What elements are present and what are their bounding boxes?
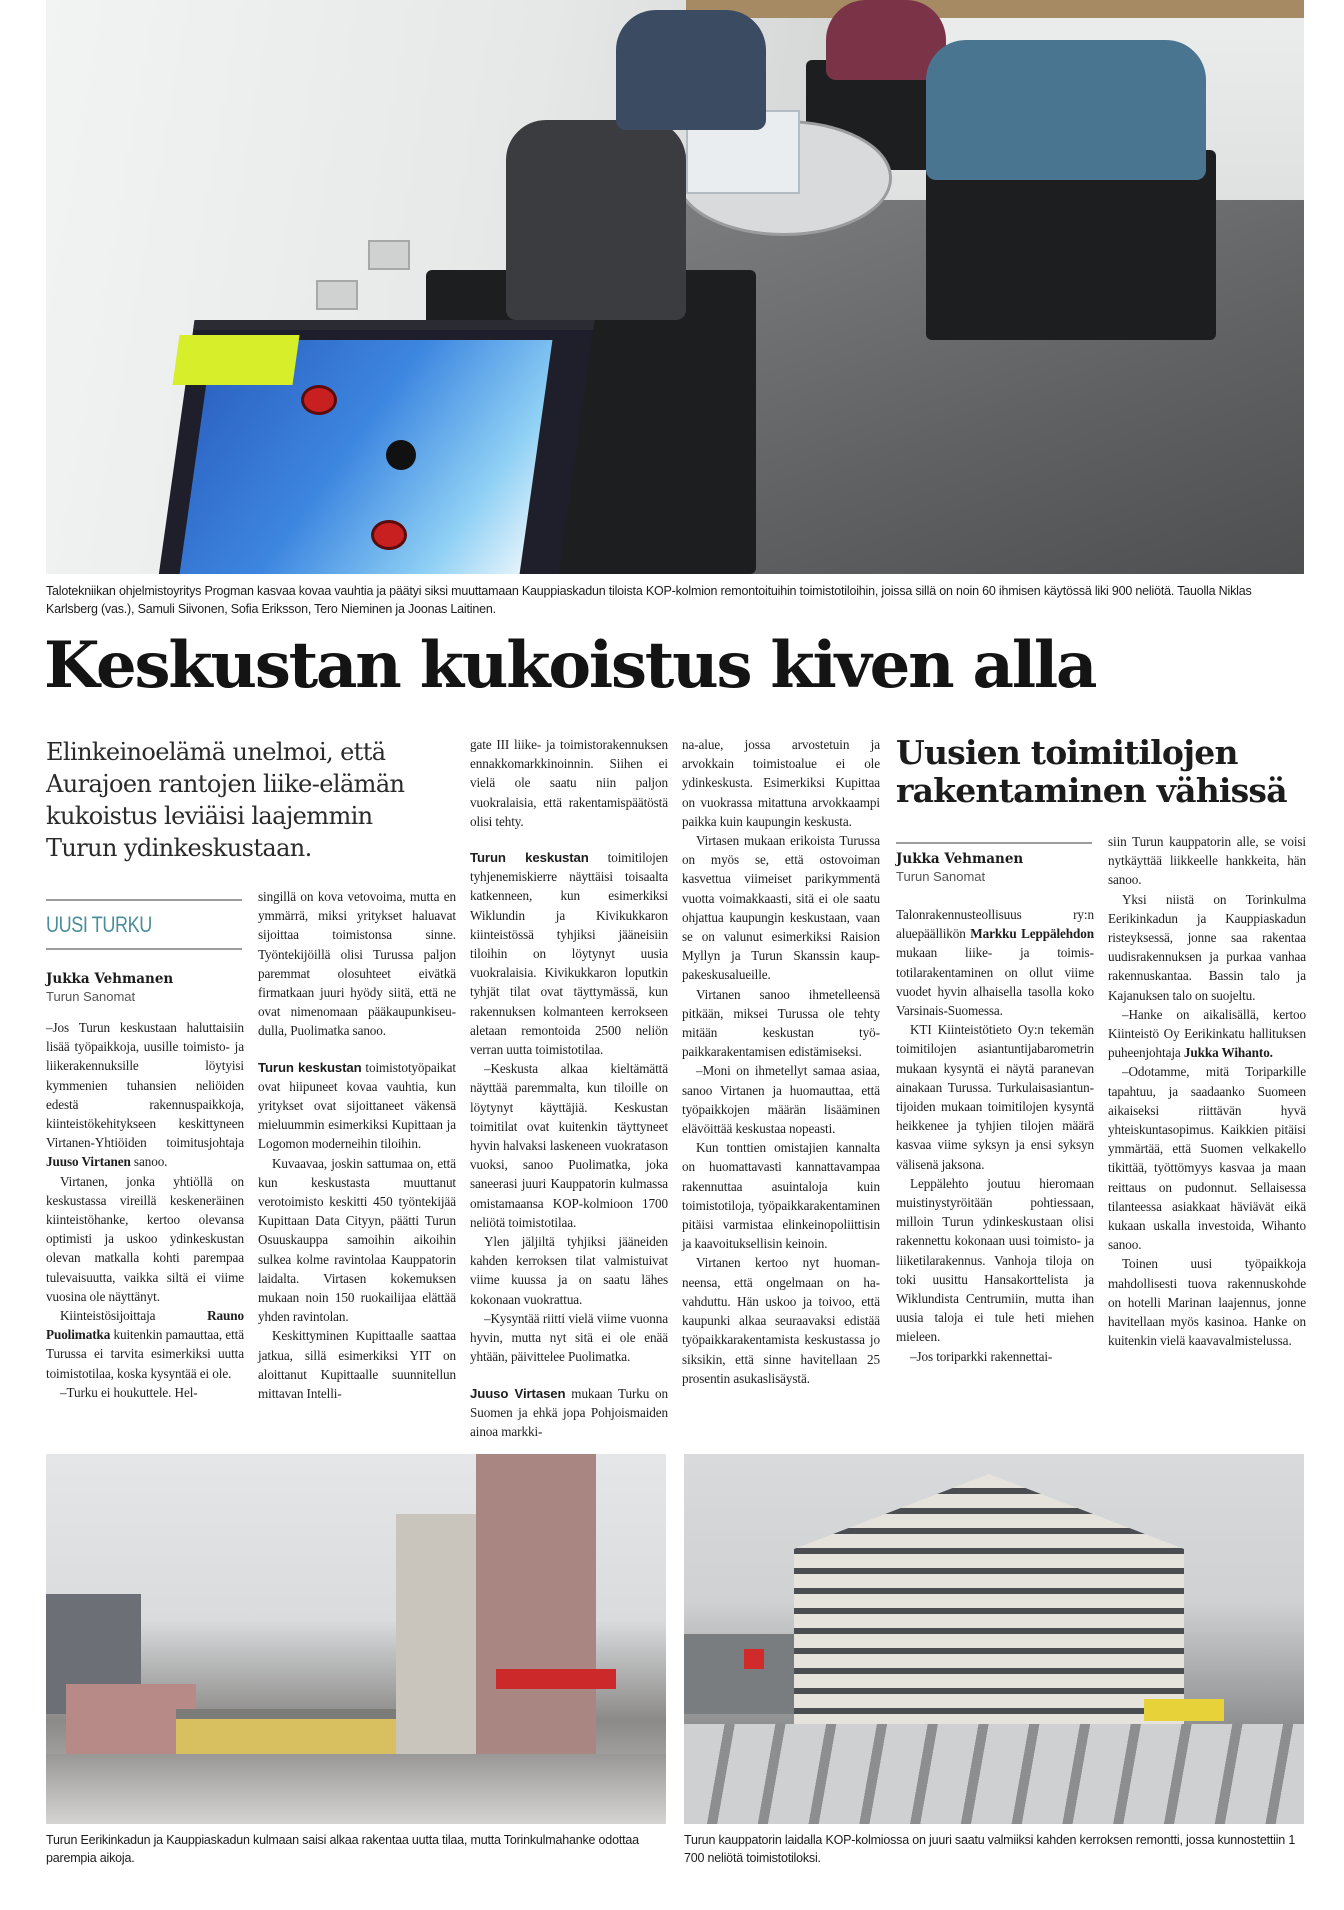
person-name: Rauno Puolimatka xyxy=(46,1308,244,1343)
sidebar-headline: Uusien toimitilojen rakentaminen vähissä xyxy=(896,733,1287,810)
photo-arcade-joystick xyxy=(386,440,416,470)
article-lead: Elinkeinoelämä unelmoi, että Aurajoen rantojen liike-elämän kukoistus leviäisi laajemmin Turun ydinkeskustaan. xyxy=(46,738,405,862)
photo-person xyxy=(616,10,766,130)
paragraph xyxy=(258,887,456,1041)
bottom-left-caption: Turun Eerikinkadun ja Kauppiaskadun kulmaan saisi alkaa rakentaa uutta tilaa, mutta Torinkulmahanke odottaa parempia aikoja. xyxy=(46,1833,639,1865)
person-name: Juuso Virtanen xyxy=(46,1154,131,1170)
paragraph xyxy=(1108,890,1306,1005)
bottom-right-caption: Turun kauppatorin laidalla KOP-kolmiossa on juuri saatu valmiiksi kahden kerroksen remontti, jossa kunnostettiin 1 700 neliötä toimistotiloksi. xyxy=(684,1833,1296,1865)
article-byline xyxy=(46,970,173,1005)
paragraph xyxy=(682,735,880,831)
byline-author: Jukka Vehmanen xyxy=(46,971,174,987)
paragraph-text: mukaan liike- ja toimistotilarakentaminen on ollut viime vuodet hyvin alhaisella tasolla koko Varsinais-Suomessa. xyxy=(896,945,1094,1019)
sidebar-column-2 xyxy=(1108,832,1306,1350)
paragraph-text: Leppälehto joutuu hieromaan muistinystyröitään pohtiessaan, milloin Turun ydinkeskustaan olisi rakennettu kokonaan uusi toimisto- ja liiketilarakennus. Vanhoja tiloja on toki uusittu Hansakorttelista ja Wiklundista Centrumiin, mutta ihan uusia taloja ei tule heti miehen mieleen. xyxy=(896,1175,1094,1345)
photo-window-sill xyxy=(686,0,1304,18)
article-column-4 xyxy=(682,735,880,1388)
paragraph-text: –Turku ei houkuttele. Hel- xyxy=(60,1384,198,1400)
person-name: Markku Leppälehdon xyxy=(970,926,1095,942)
paragraph-text: –Hanke on aikalisällä, kertoo Kiinteistö Oy Eerikinkatu hallituksen puheenjohtaja xyxy=(1108,1006,1306,1061)
paragraph xyxy=(896,905,1094,1020)
photo-wall-socket xyxy=(368,240,410,270)
paragraph-text: toimitilojen tyhjenemiskierre näyttäisi toisaalta katkenneen, kun esimerkiksi Wiklundin ja Kivikukkaron kiinteistössä tyhjiksi jääneisiin tiloihin on löytynyt uusia vuokralaisia. Kivikukkaron loputkin tyhjät tilat ovat täyttymässä, kun rakennuksen kolmanteen kerrokseen aletaan remontoida 2500 neliön verran uutta toimistotilaa. xyxy=(470,850,668,1058)
person-name: Jukka Wihanto. xyxy=(1183,1045,1273,1061)
sidebar-byline-publication: Turun Sanomat xyxy=(896,869,986,884)
paragraph xyxy=(258,1058,456,1154)
section-label: UUSI TURKU xyxy=(46,912,152,937)
photo-yellow-tape xyxy=(172,335,299,385)
photo-building xyxy=(396,1514,476,1754)
paragraph-lead-in: Turun keskustan xyxy=(470,850,589,866)
photo-bus xyxy=(1144,1699,1224,1721)
photo-person xyxy=(926,40,1206,180)
sidebar-byline xyxy=(896,850,1023,885)
paragraph-text: toimistotyöpaikat ovat hiipuneet kovaa vauhtia, kun yritykset ovat sijoittaneet väkensä mieluummin esimerkiksi Kupittaan ja Logomon moderneihin tiloihin. xyxy=(258,1059,456,1152)
paragraph xyxy=(896,1347,1094,1366)
paragraph xyxy=(470,1232,668,1309)
paragraph-text: Ylen jäljiltä tyhjiksi jääneiden kahden kerroksen tilat valmistuivat viime kuussa ja on saatu lähes kokonaan vuokrattua. xyxy=(470,1234,668,1307)
article-column-3 xyxy=(470,735,668,1441)
paragraph-text: Keskittyminen Kupittaalle saattaa jatkua, sillä esimerkiksi YIT on aloittanut Kupittaalle suunnitellun mittavan Intelli- xyxy=(258,1328,456,1402)
paragraph-text: siin Turun kauppatorin alle, se voisi nytkäyttää liikkeelle hankkeita, hän sanoo. xyxy=(1108,834,1306,888)
paragraph xyxy=(46,1306,244,1383)
paragraph xyxy=(682,985,880,1062)
paragraph-text: Virtasen mukaan erikoista Turussa on myös se, että ostovoiman kasvettua viimeiset parikymmentä vuotta voimakkaasti, sitä ei ole saatu ohjattua kaupungin keskustaan, vaan se on valunut esimerkiksi Raision Myllyn ja Turun Skanssin kauppakeskusalueille. xyxy=(682,833,880,983)
paragraph xyxy=(682,1138,880,1253)
paragraph-text: sanoo. xyxy=(130,1154,168,1170)
paragraph-text: –Moni on ihmetellyt samaa asiaa, sanoo Virtanen ja huomauttaa, että työpaikkojen määrän lisääminen elävöittää keskustaa nopeasti. xyxy=(682,1063,880,1137)
paragraph-text: Talonrakennusteollisuus ry:n aluepäällikön xyxy=(896,907,1094,942)
paragraph-text: –Jos Turun keskustaan haluttaisiin lisää työpaikkoja, uusille toimisto- ja liikerakennuksille löytyisi kymmenien tuhansien neliöiden edestä rakennuspaikkoja, kiinteistökehitykseen keskittyneen Virtanen-Yhtiöiden toimitusjohtaja xyxy=(46,1020,244,1151)
paragraph-text: –Kysyntää riitti vielä viime vuonna hyvin, mutta nyt sitä ei ole enää yhtään, päivittelee Puolimatka. xyxy=(470,1310,668,1365)
paragraph-text: kuitenkin pamauttaa, että Turussa ei tarvita esimerkiksi uutta toimistotilaa, koska kysyntää ei ole. xyxy=(46,1327,244,1381)
paragraph-text: Toinen uusi työpaikkoja mahdollisesti tuova rakennuskohde on hotelli Marinan laajennus, jonne havitellaan myös kasinoa. Hanke on kuitenkin vielä kaavavalmistelussa. xyxy=(1108,1256,1306,1349)
paragraph-text: –Keskusta alkaa kieltämättä näyttää paremmalta, kun tiloille on löytynyt käyttäjiä. Keskustan toimitilat ovat kuitenkin täyttyneet hyvin halvaksi laskeneen vuokratason vuoksi, sanoo Puolimatka, joka saneerasi juuri Kauppatorin kulmassa omistamaansa KOP-kolmioon 1700 neliötä toimistotilaa. xyxy=(470,1061,668,1230)
paragraph-text: mukaan Turku on Suomen ja ehkä jopa Pohjoismaiden ainoa markki- xyxy=(470,1385,669,1439)
paragraph-text: singillä on kova vetovoima, mutta en ymmärrä, miksi yritykset haluavat sijoittaa toimistonsa sinne. Työntekijöillä olisi Turussa paljon paremmat olosuhteet eivätkä firmatkaan juuri hyödy siitä, että ne ovat nimenomaan pääkaupunkiseudulla, Puolimatka sanoo. xyxy=(258,889,456,1039)
paragraph xyxy=(46,1018,244,1172)
photo-building xyxy=(684,1634,794,1714)
paragraph xyxy=(470,1309,668,1367)
paragraph-text: na-alue, jossa arvostetuin ja arvokkain toimistoalue ei ole ydinkeskusta. Esimerkiksi Kupittaa on vuokrassa mitattuna arvokkaampi paikka kuin kaupungin keskusta. xyxy=(682,737,880,829)
top-photo xyxy=(46,0,1304,574)
section-rule-bottom xyxy=(46,948,242,950)
photo-red-sign xyxy=(496,1669,616,1689)
paragraph xyxy=(258,1326,456,1403)
paragraph xyxy=(896,1020,1094,1174)
paragraph-text: –Jos toriparkki rakennettai- xyxy=(910,1348,1053,1364)
paragraph xyxy=(470,1059,668,1232)
photo-wall-socket xyxy=(316,280,358,310)
paragraph xyxy=(470,1384,668,1442)
paragraph xyxy=(682,1061,880,1138)
paragraph xyxy=(46,1383,244,1402)
paragraph xyxy=(1108,1005,1306,1063)
photo-street xyxy=(46,1754,666,1824)
paragraph-text: Virtanen kertoo nyt huomanneensa, että ongelmaan on havahduttu. Hän uskoo ja toivoo, että kaupunki alkaa seuraavaksi edistää työpaikkarakentamista keskustassa jo siksikin, että sinne havitellaan 25 prosentin asukaslisäystä. xyxy=(682,1255,880,1386)
photo-person xyxy=(506,120,686,320)
paragraph-text: Kuvaavaa, joskin sattumaa on, että kun keskustasta muuttanut verotoimisto keskitti 450 työntekijää Kupittaan Data Cityyn, päätti Turun Osuuskauppa samoihin aikoihin sulkea kolme ravintolaa Kauppatorin laidalta. Virtasen kokemuksen mukaan noin 150 ruokailijaa elättää yhden ravintolan. xyxy=(258,1155,456,1325)
paragraph-lead-in: Juuso Virtasen xyxy=(470,1385,566,1401)
article-column-2 xyxy=(258,887,456,1403)
bottom-right-photo xyxy=(684,1454,1304,1824)
paragraph-text: Kun tonttien omistajien kannalta on huomattavasti kannattavampaa rakennuttaa asuintaloja kuin toimistotiloja, työpaikkarakentaminen pitäisi varmistaa elinkeinopoliittisin ja kaavoituksellisin keinoin. xyxy=(682,1140,880,1252)
paragraph-text: Virtanen sanoo ihmetelleensä pitkään, miksei Turussa ole tehty mitään keskustan työpaikkarakentamisen edistämiseksi. xyxy=(682,986,880,1060)
paragraph-text: Yksi niistä on Torinkulma Eerikinkadun ja Kauppiaskadun risteyksessä, jonne saa rakentaa uudisrakennuksen ja purkaa vanhaa rakennuskantaa. Bassin talo ja Kajanuksen talo on suojeltu. xyxy=(1108,891,1306,1003)
photo-hotel-building xyxy=(476,1454,596,1784)
photo-arcade-button xyxy=(371,520,407,550)
bottom-left-photo xyxy=(46,1454,666,1824)
paragraph xyxy=(1108,1062,1306,1254)
photo-red-sign xyxy=(744,1649,764,1669)
paragraph-text: gate III liike- ja toimistorakennuksen ennakkomarkkinoinnin. Siihen ei vielä ole saatu niin paljon vuokralaisia, että rakentamispäätöstä olisi tehty. xyxy=(470,737,668,829)
paragraph-text: KTI Kiinteistötieto Oy:n tekemän toimitilojen asiantuntijabarometrin mukaan kysyntä ei näytä paranevan ainakaan Turussa. Turkulaisasiantuntijoiden mukaan toimitilojen kysyntä heikkenee ja tyhjien tilojen määrä kasvaa viime syksyn ja ensi syksyn välisenä jaksona. xyxy=(896,1022,1094,1172)
photo-crosswalk xyxy=(684,1724,1304,1824)
photo-kop-building xyxy=(794,1474,1184,1724)
article-column-1 xyxy=(46,1018,244,1402)
paragraph-lead-in: Turun keskustan xyxy=(258,1059,362,1075)
paragraph xyxy=(1108,1254,1306,1350)
photo-arcade-button xyxy=(301,385,337,415)
paragraph-text: Kiinteistösijoittaja xyxy=(60,1308,208,1324)
sidebar-byline-author: Jukka Vehmanen xyxy=(896,851,1024,867)
paragraph xyxy=(896,1174,1094,1347)
paragraph xyxy=(682,831,880,985)
paragraph-text: Virtanen, jonka yhtiöllä on keskustassa vireillä keskeneräinen kiinteistöhanke, kertoo olevansa optimisti ja uskoo ydinkeskustan olevan matkalla kohti parempaa tulevaisuutta, vaikka siltä ei viime vuosina ole näyttänyt. xyxy=(46,1173,244,1304)
paragraph xyxy=(46,1172,244,1306)
paragraph xyxy=(470,735,668,831)
paragraph-text: –Odotamme, mitä Toriparkille tapahtuu, ja saadaanko Suomeen aikaiseksi riittävän hyvä yhteiskuntasopimus. Kaikkien pitäisi ymmärtää, että Suomen velkakello tikittää, työttömyys kasvaa ja maan reittaus on pudonnut. Sellaisessa tilanteessa asiakkaat häviävät eikä kukaan uskalla investoida, Wihanto sanoo. xyxy=(1108,1064,1306,1253)
section-rule-top xyxy=(46,899,242,901)
paragraph xyxy=(1108,832,1306,890)
top-photo-caption: Talotekniikan ohjelmistoyritys Progman kasvaa kovaa vauhtia ja päätyi siksi muuttamaan Kauppiaskadun tiloista KOP-kolmion remontoituihin toimistotiloihin, joissa sillä on noin 60 ihmisen käytössä liki 900 neliötä. Tauolla Niklas Karlsberg (vas.), Samuli Siivonen, Sofia Eriksson, Tero Nieminen ja Joonas Laitinen. xyxy=(46,584,1252,616)
byline-publication: Turun Sanomat xyxy=(46,989,136,1004)
sidebar-column-1 xyxy=(896,905,1094,1366)
paragraph xyxy=(682,1253,880,1387)
sidebar-rule xyxy=(896,842,1092,844)
article-headline: Keskustan kukoistus kiven alla xyxy=(44,628,1096,703)
paragraph xyxy=(258,1154,456,1327)
paragraph xyxy=(470,848,668,1059)
